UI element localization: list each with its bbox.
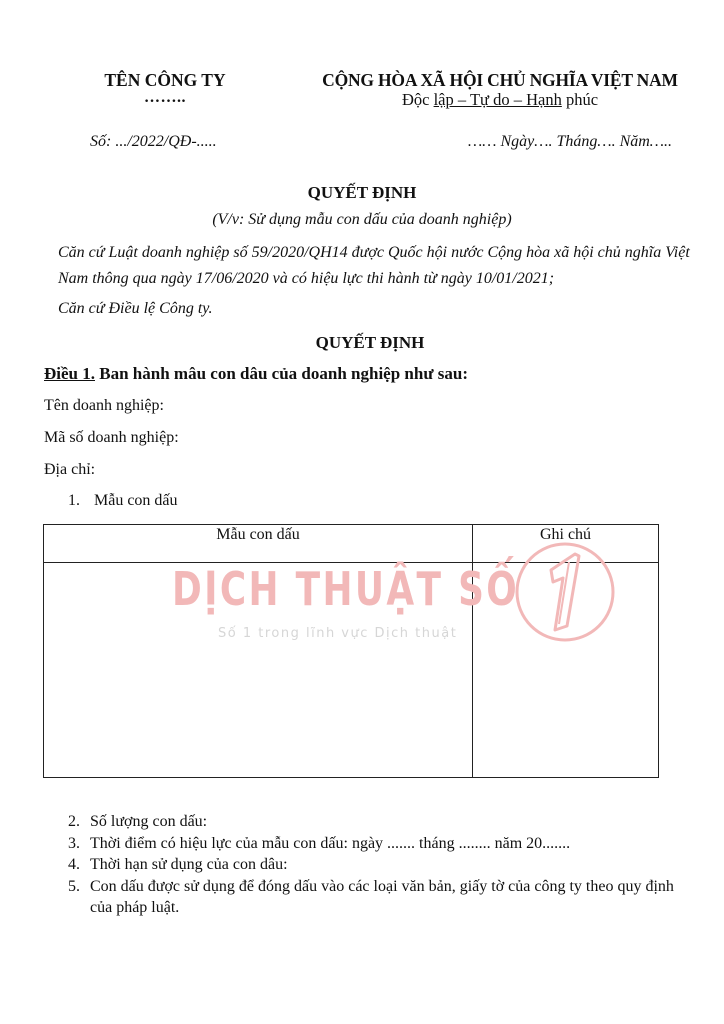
table-row (44, 563, 659, 778)
watermark-tagline: Số 1 trong lĩnh vực Dịch thuật (218, 626, 458, 641)
national-motto (300, 90, 700, 110)
company-name-block (70, 70, 260, 107)
article-1-text: Ban hành mâu con dâu của doanh nghiệp như sau: (95, 364, 469, 383)
stamp-sample-table (43, 524, 659, 778)
list-item-5 (68, 876, 688, 919)
list-item-3 (68, 833, 688, 855)
decision-number: Số: .../2022/QĐ-..... (90, 133, 217, 150)
list-number: 3. (68, 834, 80, 852)
document-title: QUYẾT ĐỊNH (307, 183, 417, 202)
watermark-brand: DỊCH THUẬT SỐ (172, 562, 520, 616)
legal-basis-charter: Căn cứ Điều lệ Công ty. (58, 300, 213, 317)
list-item-1 (68, 492, 178, 510)
field-tax-code: Mã số doanh nghiệp: (44, 429, 179, 446)
list-item-2 (68, 811, 688, 833)
national-header (300, 70, 700, 110)
article-1-label: Điều 1. (44, 364, 95, 383)
list-text: Thời hạn sử dụng của con dâu: (90, 856, 288, 873)
list-text: Con dấu được sử dụng để đóng dấu vào các loại văn bản, giấy tờ của công ty theo quy định của pháp luật. (90, 877, 674, 916)
document-subtitle: (V/v: Sử dụng mẫu con dấu của doanh nghiệp) (212, 211, 512, 228)
legal-basis-law: Căn cứ Luật doanh nghiệp số 59/2020/QH14 được Quốc hội nước Cộng hòa xã hội chủ nghĩa Việt Nam thông qua ngày 17/06/2020 và có hiệu lực thi hành từ ngày 10/01/2021; (58, 244, 690, 287)
decision-items-list (68, 811, 688, 919)
field-address: Địa chỉ: (44, 461, 96, 478)
stamp-sample-cell (44, 563, 473, 778)
column-header-notes: Ghi chú (473, 525, 659, 563)
list-number: 5. (68, 877, 80, 895)
nation-title: CỘNG HÒA XÃ HỘI CHỦ NGHĨA VIỆT NAM (322, 70, 678, 90)
list-text: Số lượng con dấu: (90, 813, 208, 830)
motto-underlined: lập – Tự do – Hạnh (433, 90, 562, 109)
list-number: 4. (68, 856, 80, 873)
list-number: 1. (68, 492, 80, 509)
motto-suffix: phúc (561, 90, 599, 109)
company-name: TÊN CÔNG TY (104, 70, 226, 90)
notes-cell (473, 563, 659, 778)
column-header-stamp-sample: Mẫu con dấu (44, 525, 473, 563)
list-text: Thời điểm có hiệu lực của mẫu con dấu: ngày ....... tháng ........ năm 20....... (90, 834, 571, 852)
article-1-heading (44, 364, 468, 384)
list-number: 2. (68, 813, 80, 830)
list-item-4 (68, 854, 688, 876)
table-header-row (44, 525, 659, 563)
company-name-placeholder: …….. (144, 89, 186, 106)
list-text: Mẫu con dấu (94, 492, 178, 509)
decision-heading: QUYẾT ĐỊNH (315, 333, 425, 352)
motto-prefix: Độc (401, 90, 434, 109)
field-company-name: Tên doanh nghiệp: (44, 397, 164, 414)
decision-date: …… Ngày…. Tháng…. Năm….. (468, 133, 673, 150)
